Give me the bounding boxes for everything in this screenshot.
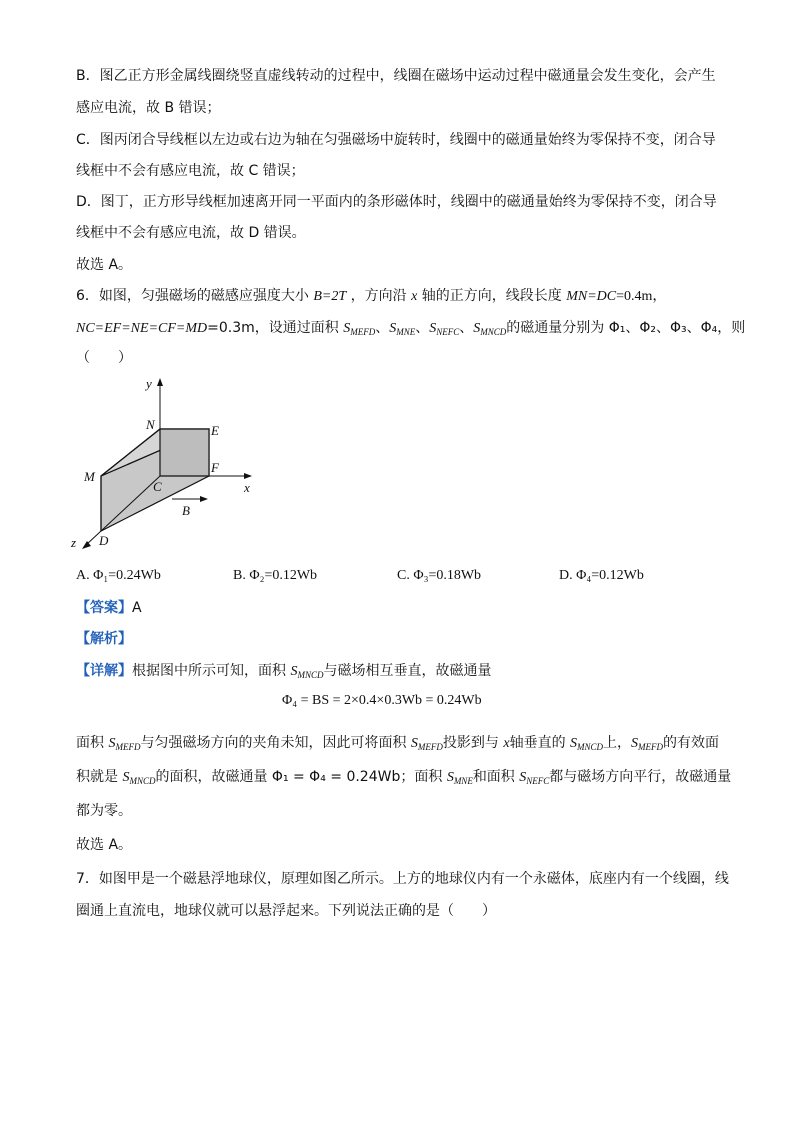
text: S (108, 736, 116, 751)
detail-line (76, 661, 491, 682)
text: 轴垂直的 (509, 735, 566, 751)
text: 、 (375, 320, 390, 336)
question-7-line-1: 7．如图甲是一个磁悬浮地球仪，原理如图乙所示。上方的地球仪内有一个永磁体，底座内有一个线圈，线 (76, 871, 729, 887)
option-c: C. Φ₃=0.18Wb (397, 568, 482, 583)
label-E: E (211, 423, 219, 438)
text-line: B．图乙正方形金属线圈绕竖直虚线转动的过程中，线圈在磁场中运动过程中磁通量会发生变化，会产生 (76, 68, 716, 84)
label-F: F (211, 460, 219, 475)
text: MNCD (577, 742, 604, 752)
text: 都与磁场方向平行，故磁通量 (549, 769, 732, 785)
text: S (343, 321, 351, 336)
text: 的面积，故磁通量 Φ₁ = Φ₄ = 0.24Wb；面积 (155, 769, 443, 785)
question-6-line-2 (76, 318, 745, 339)
text: 积就是 (76, 769, 118, 785)
text-line: 感应电流，故 B 错误； (76, 100, 221, 116)
text-line: 故选 A。 (76, 257, 133, 273)
text: MNE (453, 776, 473, 786)
option-d: D. Φ₄=0.12Wb (559, 568, 644, 583)
text-line: D．图丁，正方形导线框加速离开同一平面内的条形磁体时，线圈中的磁通量始终为零保持不变，闭合导 (76, 194, 717, 210)
text: MEFD (350, 327, 376, 337)
option-a: A. Φ₁=0.24Wb (76, 568, 161, 583)
answer-tag: 【答案】 (76, 600, 132, 616)
label-C: C (153, 479, 162, 494)
analysis-tag: 【解析】 (76, 631, 132, 647)
detail-tag: 【详解】 (76, 663, 132, 679)
text: NC=EF=NE=CF=MD (76, 321, 208, 336)
text-line: 线框中不会有感应电流，故 C 错误； (76, 163, 305, 179)
text: S (290, 664, 298, 679)
text: 的有效面 (663, 735, 720, 751)
text: 的磁通量分别为 (506, 320, 609, 336)
analysis-line (76, 629, 132, 649)
text: 投影到与 (442, 735, 499, 751)
text: S (519, 770, 527, 785)
answer-line (76, 598, 142, 618)
explanation-line-3: 都为零。 (76, 803, 132, 819)
text: 6．如图，匀强磁场的磁感应强度大小 (76, 288, 309, 304)
label-z: z (71, 535, 77, 550)
text: MEFD (417, 742, 443, 752)
text: S (389, 321, 397, 336)
text: S (429, 321, 437, 336)
text: x (503, 736, 510, 751)
text: S (410, 736, 418, 751)
text: S (473, 321, 481, 336)
text: MNE (396, 327, 416, 337)
text-line: 线框中不会有感应电流，故 D 错误。 (76, 225, 306, 241)
label-D: D (99, 533, 109, 548)
option-b: B. Φ₂=0.12Wb (233, 568, 318, 583)
label-B: B (182, 503, 190, 518)
text: S (446, 770, 454, 785)
text: MN=DC (566, 289, 617, 304)
question-7-line-2: 圈通上直流电，地球仪就可以悬浮起来。下列说法正确的是（ ） (76, 903, 496, 919)
label-x: x (244, 480, 250, 495)
text: MNCD (480, 327, 507, 337)
conclusion-line: 故选 A。 (76, 837, 133, 853)
explanation-line-2 (76, 767, 731, 788)
y-axis-arrow-icon (157, 378, 163, 386)
face-nefc (160, 429, 209, 476)
text: 上， (603, 735, 632, 751)
text: 与匀强磁场方向的夹角未知，因此可将面积 (140, 735, 407, 751)
text: 、 (459, 320, 474, 336)
text: 与磁场相互垂直，故磁通量 (323, 663, 492, 679)
label-y: y (146, 376, 152, 391)
label-M: M (84, 469, 95, 484)
text: MEFD (638, 742, 664, 752)
field-arrow-icon (200, 496, 208, 502)
text: 根据图中所示可知，面积 (132, 663, 286, 679)
question-6-line-1 (76, 286, 666, 307)
text: NEFC (436, 327, 460, 337)
question-6-paren: （ ） (76, 350, 132, 366)
x-axis-arrow-icon (244, 473, 252, 479)
text: MEFD (115, 742, 141, 752)
geometry-figure (68, 375, 268, 555)
text: 、 (415, 320, 430, 336)
text: 面积 (76, 735, 104, 751)
text: Φ₁、Φ₂、Φ₃、Φ₄，则 (608, 320, 746, 336)
text: S (122, 770, 130, 785)
text: 轴的正方向，线段长度 (421, 288, 562, 304)
text: S (570, 736, 578, 751)
formula: Φ₄ = BS = 2×0.4×0.3Wb = 0.24Wb (282, 693, 482, 708)
text: MNCD (129, 776, 156, 786)
text: 和面积 (472, 769, 515, 785)
text: ，方向沿 (350, 288, 407, 304)
answer-value: A (132, 600, 142, 616)
text: MNCD (297, 670, 324, 680)
text: S (631, 736, 639, 751)
label-N: N (146, 417, 155, 432)
text-line: C．图丙闭合导线框以左边或右边为轴在匀强磁场中旋转时，线圈中的磁通量始终为零保持不变，闭合导 (76, 132, 716, 148)
text: NEFC (526, 776, 550, 786)
text: B=2T (313, 289, 347, 304)
text: =0.3m，设通过面积 (207, 320, 339, 336)
text: x (411, 289, 418, 304)
explanation-line-1 (76, 733, 719, 754)
text: =0.4m， (616, 289, 667, 304)
